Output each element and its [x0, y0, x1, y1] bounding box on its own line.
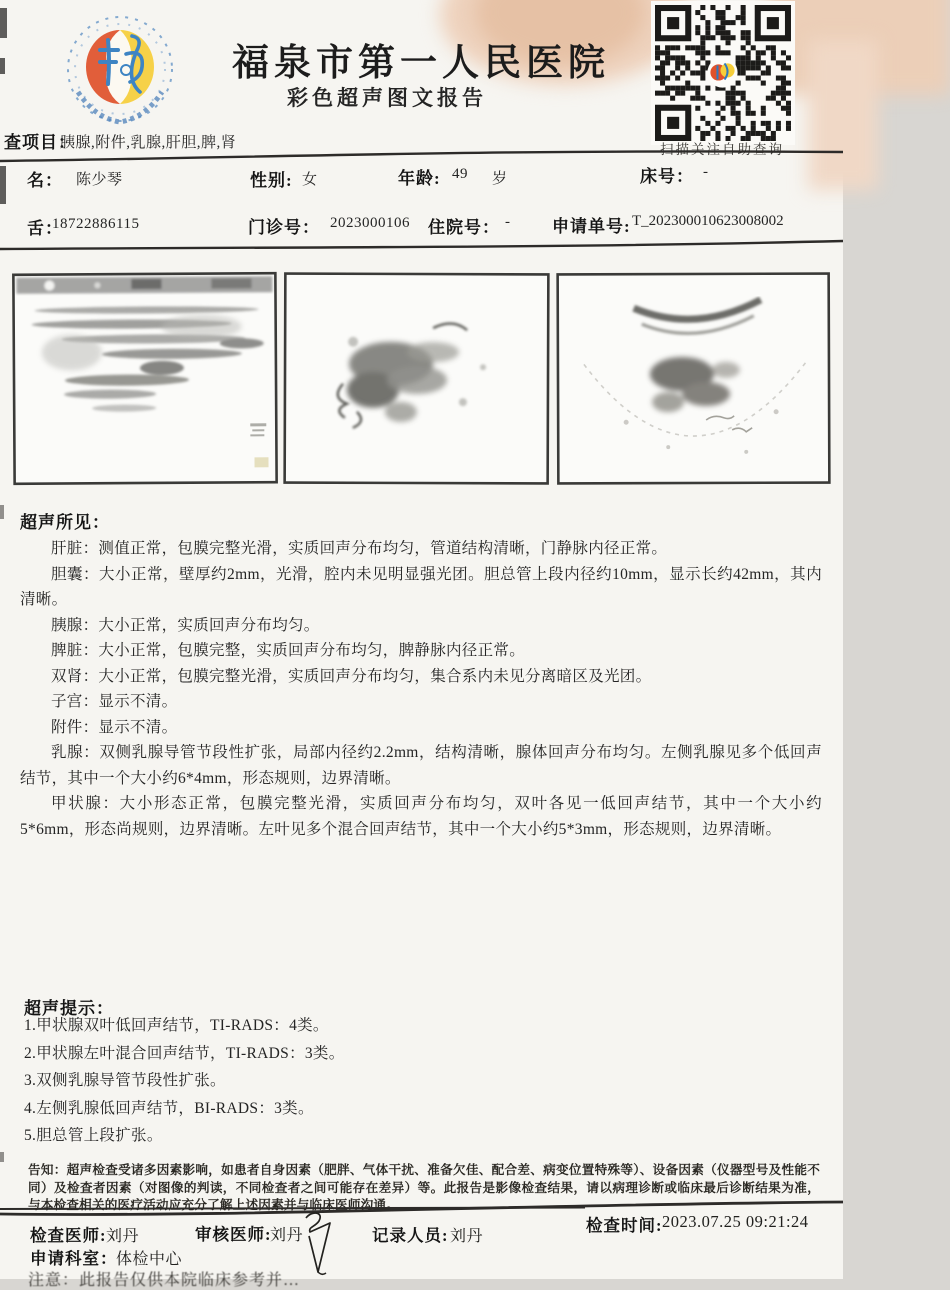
exam-time-value: 2023.07.25 09:21:24 [662, 1212, 809, 1231]
scan-edge-mark [0, 1152, 4, 1162]
patient-name-label: 名： [27, 171, 63, 190]
exam-items-value: 胰腺,附件,乳腺,肝胆,脾,肾 [60, 135, 237, 151]
divider-line [0, 238, 843, 256]
ultrasound-image-3 [556, 272, 832, 486]
qr-code-icon [655, 5, 791, 141]
impression-item: 4.左侧乳腺低回声结节，BI-RADS：3类。 [24, 1099, 314, 1117]
examiner-label: 检查医师: [30, 1226, 107, 1245]
phone-value: 18722886115 [52, 216, 140, 232]
report-title: 彩色超声图文报告 [287, 86, 487, 110]
reviewer-value: 刘丹 [270, 1227, 304, 1244]
finding-thyroid: 甲状腺：大小形态正常，包膜完整光滑，实质回声分布均匀，双叶各见一低回声结节，其中一个大小约5*6mm，形态尚规则，边界清晰。左叶见多个混合回声结节，其中一个大小约5*3mm，形态规则，边界清晰。 [20, 795, 822, 838]
exam-time-label: 检查时间: [586, 1216, 663, 1235]
qr-caption: 扫描关注自助查询 [660, 142, 784, 157]
gender-label: 性别: [250, 171, 293, 190]
age-value: 49 [452, 166, 468, 182]
gender-value: 女 [302, 172, 318, 188]
examiner-value: 刘丹 [106, 1228, 140, 1245]
age-label: 年龄: [398, 169, 441, 188]
bed-label: 床号： [640, 167, 694, 186]
outpatient-no-value: 2023000106 [330, 215, 410, 231]
finding-liver: 肝脏：测值正常，包膜完整光滑，实质回声分布均匀，管道结构清晰，门静脉内径正常。 [51, 540, 668, 557]
finding-kidneys: 双肾：大小正常，包膜完整光滑，实质回声分布均匀，集合系内未见分离暗区及光团。 [51, 667, 652, 685]
scan-edge-mark [0, 58, 5, 74]
exam-items-label: 查项目： [4, 133, 76, 152]
finding-gallbladder: 胆囊：大小正常，壁厚约2mm，光滑，腔内未见明显强光团。胆总管上段内径约10mm，显示长约42mm，其内清晰。 [20, 565, 822, 608]
findings-body [20, 536, 822, 842]
request-dept-label: 申请科室： [30, 1249, 118, 1268]
outpatient-no-label: 门诊号： [248, 218, 320, 237]
recorder-value: 刘丹 [450, 1228, 484, 1245]
hospital-logo-icon [60, 10, 180, 128]
ultrasound-image-1 [11, 271, 278, 486]
phone-label: 舌： [27, 219, 63, 238]
recorder-label: 记录人员: [372, 1226, 449, 1245]
bed-value: - [703, 164, 709, 180]
impression-item: 2.甲状腺左叶混合回声结节，TI-RADS：3类。 [24, 1044, 345, 1062]
finding-adnexa: 附件：显示不清。 [51, 718, 178, 736]
request-no-label: 申请单号: [552, 217, 631, 236]
impression-item: 1.甲状腺双叶低回声结节，TI-RADS：4类。 [24, 1017, 329, 1034]
inpatient-no-label: 住院号： [428, 218, 500, 237]
hospital-name: 福泉市第一人民医院 [232, 43, 610, 84]
impression-item: 3.双侧乳腺导管节段性扩张。 [24, 1072, 226, 1089]
scan-edge-mark [0, 505, 4, 519]
scan-edge-mark [0, 166, 6, 204]
inpatient-no-value: - [505, 214, 511, 230]
ultrasound-image-2 [283, 272, 551, 486]
findings-title: 超声所见： [20, 513, 110, 532]
patient-name-value: 陈少琴 [76, 172, 123, 188]
impression-item: 5.胆总管上段扩张。 [24, 1127, 163, 1144]
scan-edge-mark [0, 8, 7, 38]
finding-pancreas: 胰腺：大小正常，实质回声分布均匀。 [51, 616, 320, 634]
finding-uterus: 子宫：显示不清。 [51, 693, 178, 710]
request-no-value: T_202300010623008002 [632, 213, 784, 229]
background-skin-right-strip [808, 40, 878, 190]
reviewer-label: 审核医师: [195, 1225, 272, 1244]
disclaimer-text: 告知：超声检查受诸多因素影响，如患者自身因素（肥胖、气体干扰、准备欠佳、配合差、病变位置特殊等）、设备因素（仪器型号及性能不同）及检查者因素（对图像的判读，不同检查者之间可能存在差异）等。此报告是影像检查结果，请以病理诊断或临床最后诊断结果为准，与本检查相关的医疗活动应充分了解上述因素并与临床医师沟通。 [28, 1163, 820, 1212]
footer-notice: 注意：此报告仅供本院临床参考并… [28, 1272, 301, 1289]
finding-breast: 乳腺：双侧乳腺导管节段性扩张，局部内径约2.2mm，结构清晰，腺体回声分布均匀。左侧乳腺见多个低回声结节，其中一个大小约6*4mm，形态规则，边界清晰。 [20, 744, 822, 787]
age-unit: 岁 [492, 171, 508, 187]
finding-spleen: 脾脏：大小正常，包膜完整，实质回声分布均匀，脾静脉内径正常。 [51, 642, 526, 659]
impressions-list [24, 1012, 814, 1150]
request-dept-value: 体检中心 [116, 1251, 183, 1268]
impressions-title: 超声提示： [24, 999, 114, 1018]
